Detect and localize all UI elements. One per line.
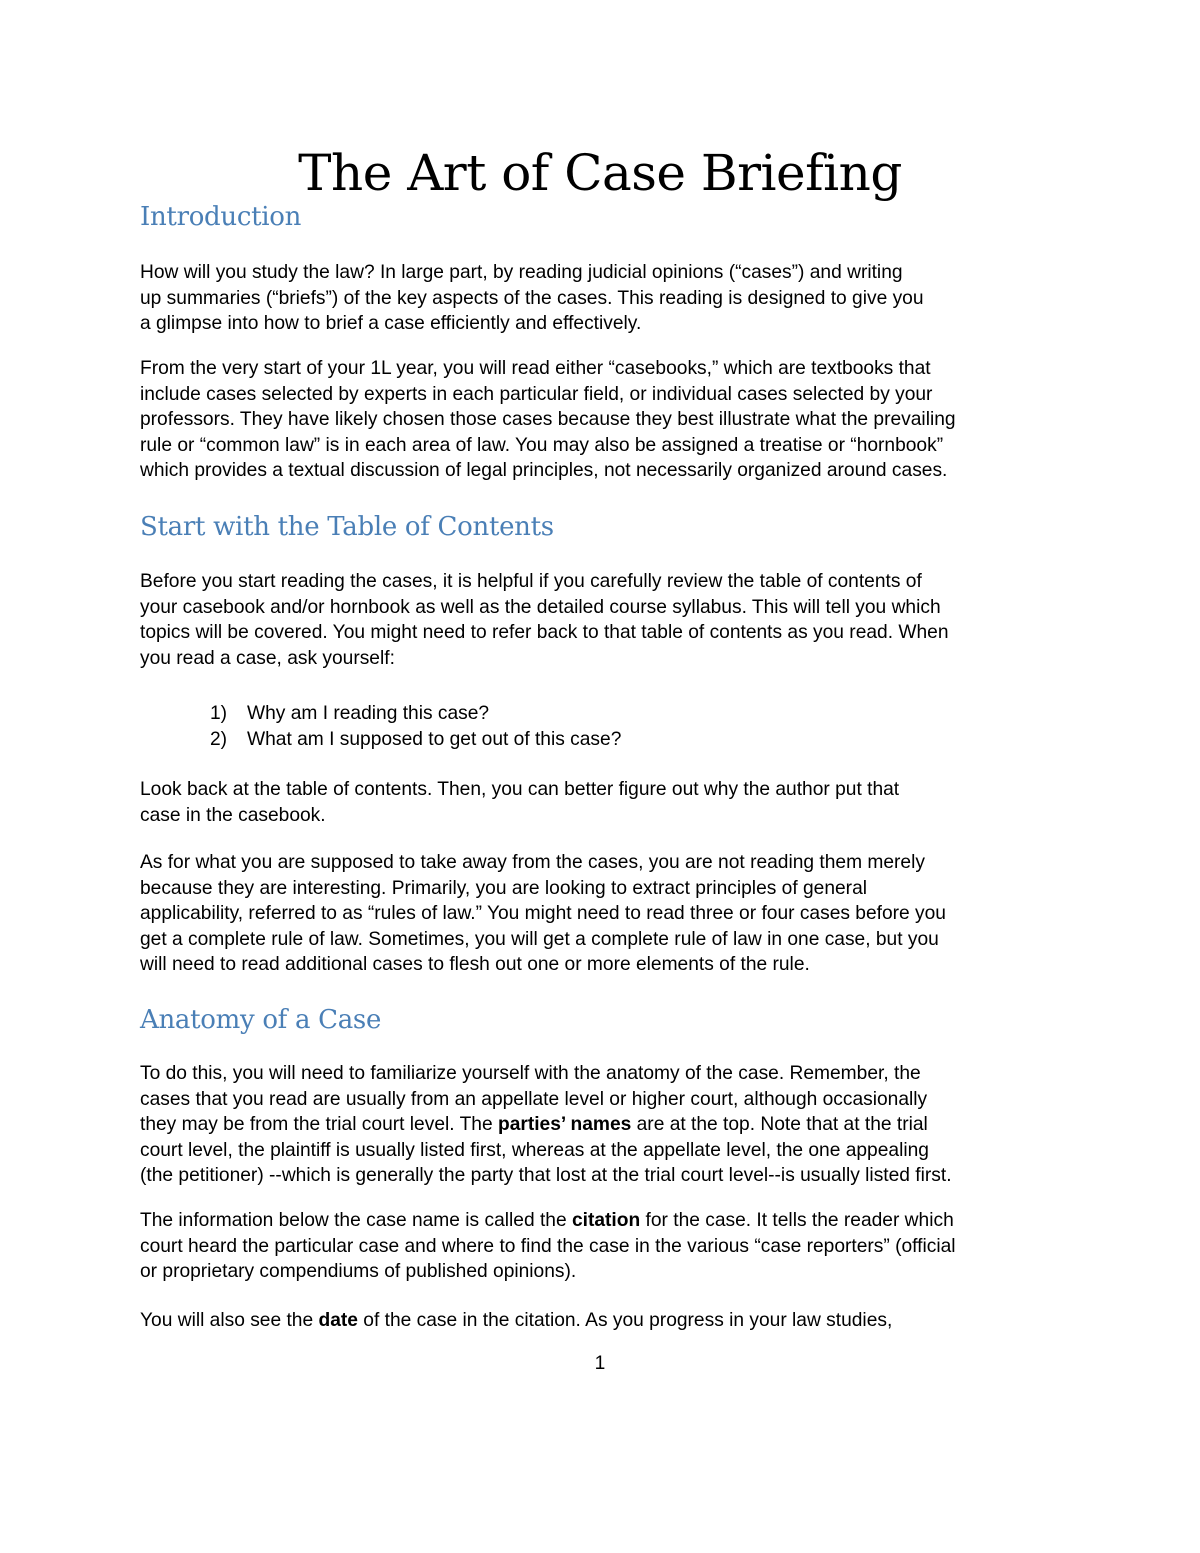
text-line: get a complete rule of law. Sometimes, you will get a complete rule of law in one case, but you bbox=[140, 928, 939, 950]
text-line: up summaries (“briefs”) of the key aspects of the cases. This reading is designed to give you bbox=[140, 287, 924, 309]
text-line: topics will be covered. You might need to refer back to that table of contents as you read. When bbox=[140, 622, 949, 644]
text-line: applicability, referred to as “rules of law.” You might need to read three or four cases before you bbox=[140, 903, 946, 925]
list-item bbox=[210, 701, 621, 727]
text-line bbox=[140, 1112, 1070, 1138]
toc-paragraph-2 bbox=[140, 777, 1070, 828]
anatomy-paragraph-2 bbox=[140, 1208, 1070, 1285]
question-list bbox=[210, 701, 621, 752]
anatomy-paragraph-3 bbox=[140, 1308, 1070, 1334]
toc-paragraph-1 bbox=[140, 569, 1070, 671]
bold-term-date: date bbox=[318, 1310, 358, 1331]
text-line: case in the casebook. bbox=[140, 804, 326, 826]
text-line: court heard the particular case and where to find the case in the various “case reporters” (official bbox=[140, 1235, 956, 1257]
heading-table-of-contents: Start with the Table of Contents bbox=[140, 512, 554, 542]
text-run: for the case. It tells the reader which bbox=[640, 1210, 954, 1231]
text-line: a glimpse into how to brief a case efficiently and effectively. bbox=[140, 313, 642, 335]
text-line: because they are interesting. Primarily, you are looking to extract principles of general bbox=[140, 877, 868, 899]
text-line: court level, the plaintiff is usually listed first, whereas at the appellate level, the one appealing bbox=[140, 1139, 929, 1161]
list-text: What am I supposed to get out of this case? bbox=[247, 728, 622, 750]
text-line bbox=[140, 1308, 1070, 1334]
list-item bbox=[210, 727, 621, 753]
text-line: include cases selected by experts in each particular field, or individual cases selected by your bbox=[140, 383, 933, 405]
text-line: your casebook and/or hornbook as well as the detailed course syllabus. This will tell you which bbox=[140, 596, 941, 618]
bold-term-citation: citation bbox=[571, 1210, 641, 1231]
text-line: Look back at the table of contents. Then, you can better figure out why the author put that bbox=[140, 779, 900, 800]
text-line: you read a case, ask yourself: bbox=[140, 647, 395, 669]
toc-paragraph-3 bbox=[140, 850, 1070, 978]
text-run: You will also see the bbox=[140, 1310, 319, 1331]
list-number: 2) bbox=[210, 728, 228, 750]
list-text: Why am I reading this case? bbox=[247, 703, 490, 724]
text-line: To do this, you will need to familiarize yourself with the anatomy of the case. Remember, the bbox=[140, 1063, 921, 1084]
text-line: will need to read additional cases to flesh out one or more elements of the rule. bbox=[140, 954, 810, 976]
heading-introduction: Introduction bbox=[140, 202, 302, 232]
text-line: cases that you read are usually from an appellate level or higher court, although occasionally bbox=[140, 1088, 928, 1110]
text-line bbox=[140, 1208, 1070, 1234]
bold-term-parties-names: parties’ names bbox=[497, 1114, 632, 1136]
list-number: 1) bbox=[210, 703, 228, 724]
intro-paragraph-1 bbox=[140, 260, 1070, 337]
text-line: rule or “common law” is in each area of law. You may also be assigned a treatise or “hornbook” bbox=[140, 434, 944, 456]
anatomy-paragraph-1 bbox=[140, 1061, 1070, 1189]
page-number: 1 bbox=[594, 1353, 606, 1374]
text-line: (the petitioner) --which is generally the party that lost at the trial court level--is usually listed first. bbox=[140, 1165, 952, 1187]
intro-paragraph-2 bbox=[140, 356, 1070, 484]
text-run: of the case in the citation. As you progress in your law studies, bbox=[357, 1310, 893, 1331]
heading-anatomy-of-a-case: Anatomy of a Case bbox=[140, 1005, 382, 1035]
text-run: they may be from the trial court level. The bbox=[140, 1114, 498, 1136]
text-line: professors. They have likely chosen those cases because they best illustrate what the prevailing bbox=[140, 409, 956, 431]
document-title: The Art of Case Briefing bbox=[298, 144, 902, 202]
text-line: From the very start of your 1L year, you will read either “casebooks,” which are textbooks that bbox=[140, 358, 931, 379]
text-line: As for what you are supposed to take away from the cases, you are not reading them merely bbox=[140, 852, 925, 873]
text-line: or proprietary compendiums of published opinions). bbox=[140, 1261, 577, 1283]
text-run: The information below the case name is called the bbox=[140, 1210, 572, 1231]
text-run: are at the top. Note that at the trial bbox=[631, 1114, 928, 1136]
text-line: which provides a textual discussion of legal principles, not necessarily organized around cases. bbox=[140, 460, 948, 482]
text-line: Before you start reading the cases, it is helpful if you carefully review the table of contents of bbox=[140, 571, 922, 592]
text-line: How will you study the law? In large part, by reading judicial opinions (“cases”) and writing bbox=[140, 262, 903, 283]
